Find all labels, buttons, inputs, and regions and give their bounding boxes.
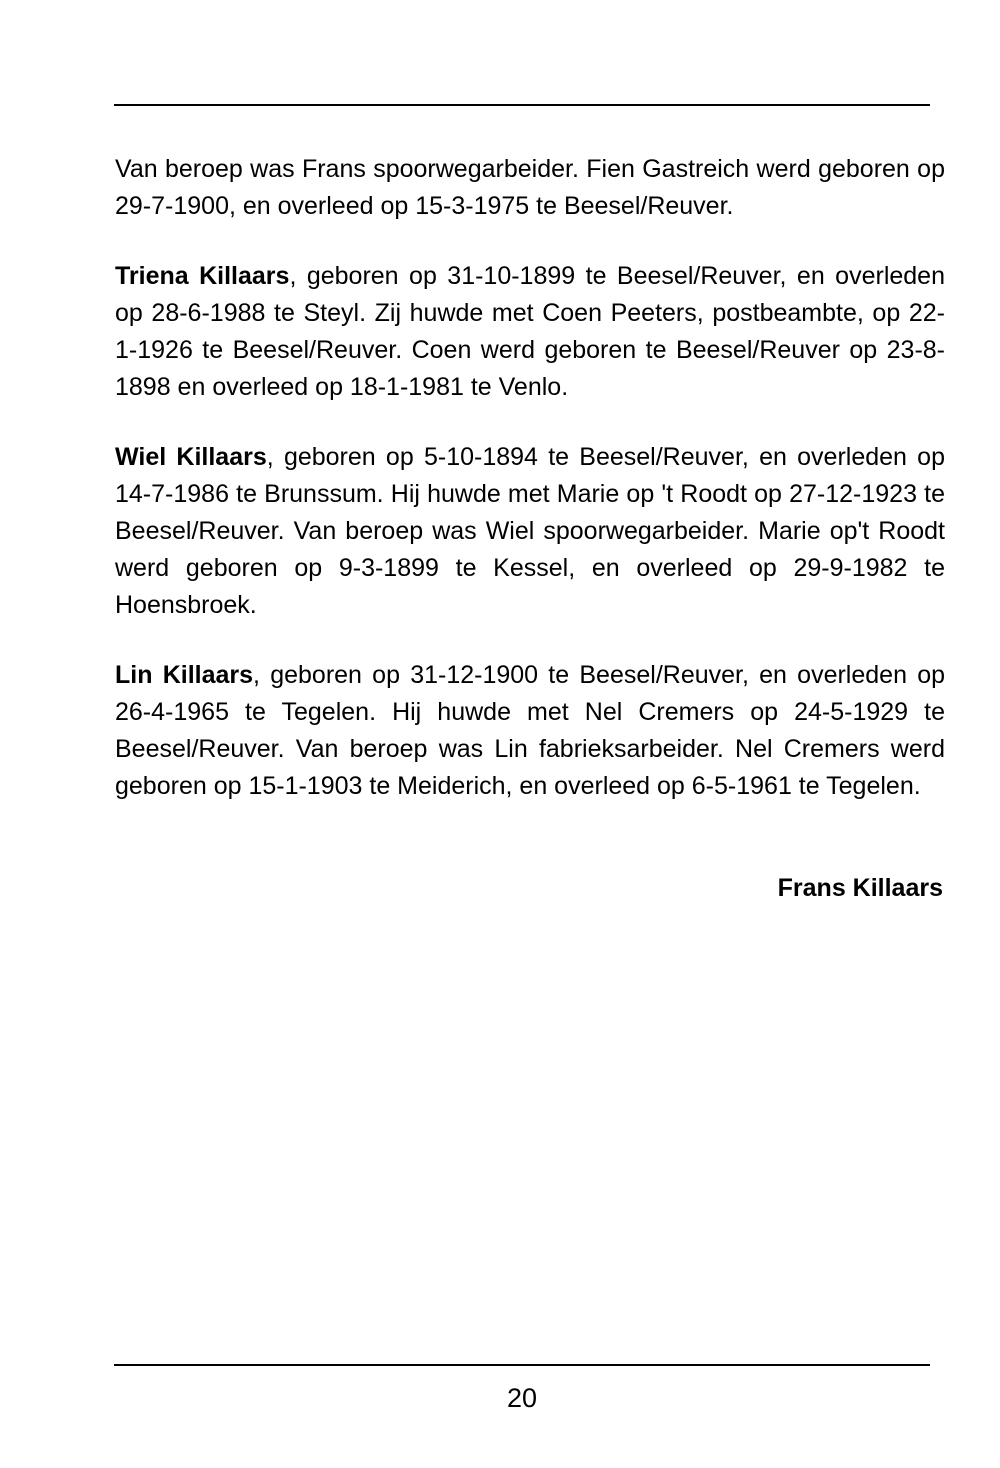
paragraph-triena (115, 258, 945, 406)
author-signature: Frans Killaars (777, 874, 943, 902)
person-name: Lin Killaars (115, 661, 254, 689)
paragraph-text: , geboren op 5-10-1894 te Beesel/Reuver, en overleden op 14-7-1986 te Brunssum. Hij huwde met Marie op 't Roodt op 27-12-1923 te Beesel/Reuver. Van beroep was Wiel spoorwegarbeider. Marie op't Roodt werd geboren op 9-3-1899 te Kessel, en overleed op 29-9-1982 te Hoensbroek. (115, 443, 945, 619)
paragraph-text: Van beroep was Frans spoorwegarbeider. Fien Gastreich werd geboren op 29-7-1900, en overleed op 15-3-1975 te Beesel/Reuver. (115, 155, 945, 220)
paragraph-lin (115, 657, 945, 805)
person-name: Triena Killaars (115, 262, 290, 290)
bottom-rule (114, 1364, 930, 1366)
paragraph-wiel (115, 439, 945, 624)
paragraph-text: , geboren op 31-10-1899 te Beesel/Reuver, en overleden op 28-6-1988 te Steyl. Zij huwde met Coen Peeters, postbeambte, op 22-1-1926 te Beesel/Reuver. Coen werd geboren te Beesel/Reuver op 23-8-1898 en overleed op 18-1-1981 te Venlo. (115, 262, 945, 401)
page-number: 20 (506, 1383, 538, 1413)
person-name: Wiel Killaars (115, 443, 267, 471)
paragraph-text: , geboren op 31-12-1900 te Beesel/Reuver, en overleden op 26-4-1965 te Tegelen. Hij huwde met Nel Cremers op 24-5-1929 te Beesel/Reuver. Van beroep was Lin fabrieksarbeider. Nel Cremers werd geboren op 15-1-1903 te Meiderich, en overleed op 6-5-1961 te Tegelen. (115, 661, 946, 800)
paragraph-frans-occupation (115, 151, 945, 225)
top-rule (114, 104, 930, 106)
document-body (115, 151, 945, 805)
